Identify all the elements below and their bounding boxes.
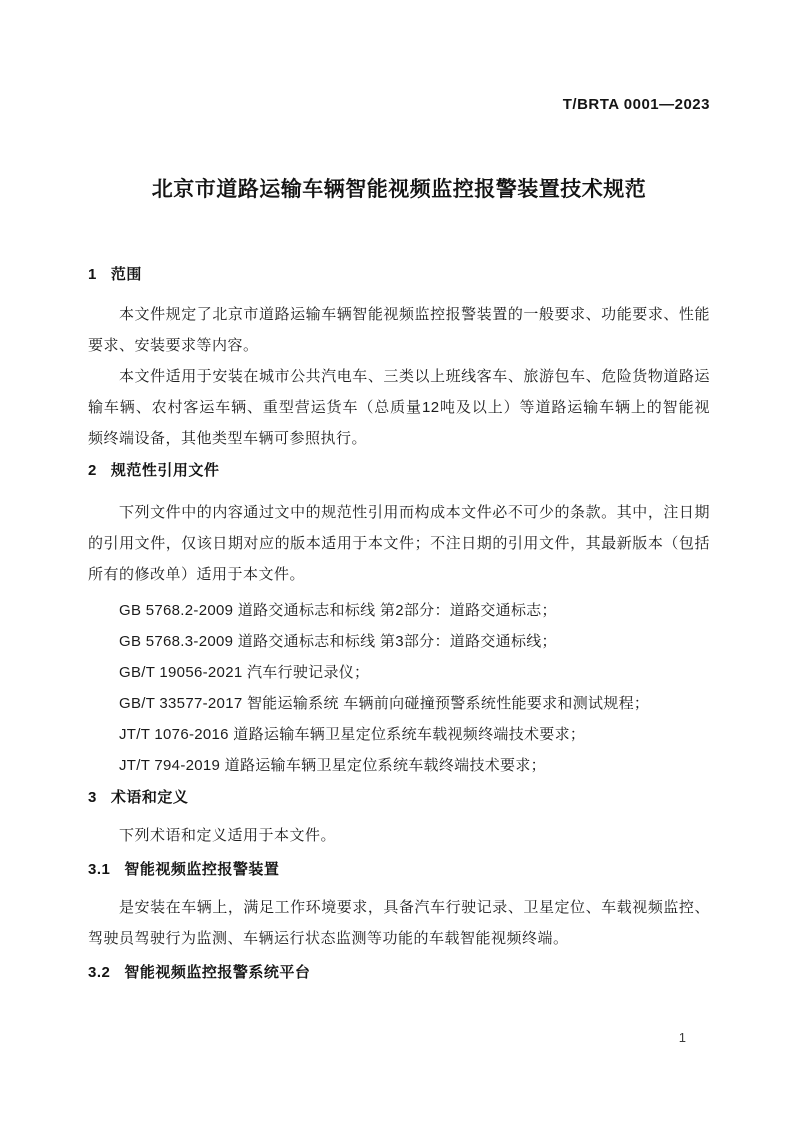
clause-3-intro-paragraph: 下列术语和定义适用于本文件。 <box>119 827 337 844</box>
clause-2-intro-paragraph: 下列文件中的内容通过文中的规范性引用而构成本文件必不可少的条款。其中，注日期的引用文件，仅该日期对应的版本适用于本文件；不注日期的引用文件，其最新版本（包括所有的修改单）适用于本文件。 <box>88 504 710 583</box>
clause-1-number: 1 <box>88 266 97 283</box>
reference-item: GB/T 19056-2021 汽车行驶记录仪； <box>119 664 370 681</box>
reference-item: GB 5768.2-2009 道路交通标志和标线 第2部分：道路交通标志； <box>119 602 557 619</box>
reference-item: GB/T 33577-2017 智能运输系统 车辆前向碰撞预警系统性能要求和测试规程； <box>119 695 650 712</box>
clause-1-paragraph-2: 本文件适用于安装在城市公共汽电车、三类以上班线客车、旅游包车、危险货物道路运输车辆、农村客运车辆、重型营运货车（总质量12吨及以上）等道路运输车辆上的智能视频终端设备，其他类型车辆可参照执行。 <box>88 368 710 447</box>
clause-3-title: 术语和定义 <box>110 789 189 806</box>
clause-1-title: 范围 <box>110 266 142 283</box>
reference-item: GB 5768.3-2009 道路交通标志和标线 第3部分：道路交通标线； <box>119 633 557 650</box>
term-3-1-definition: 是安装在车辆上，满足工作环境要求，具备汽车行驶记录、卫星定位、车载视频监控、驾驶员驾驶行为监测、车辆运行状态监测等功能的车载智能视频终端。 <box>88 899 710 947</box>
clause-2-heading <box>88 461 710 481</box>
term-3-2-title: 智能视频监控报警系统平台 <box>124 964 311 981</box>
reference-item: JT/T 1076-2016 道路运输车辆卫星定位系统车载视频终端技术要求； <box>119 726 586 743</box>
clause-1-heading <box>88 265 710 285</box>
clause-2-number: 2 <box>88 462 97 479</box>
clause-2-title: 规范性引用文件 <box>110 462 220 479</box>
term-3-1-heading <box>88 860 710 880</box>
clause-1-paragraph-1: 本文件规定了北京市道路运输车辆智能视频监控报警装置的一般要求、功能要求、性能要求、安装要求等内容。 <box>88 306 710 354</box>
term-3-2-heading <box>88 963 710 983</box>
clause-3-heading <box>88 788 710 808</box>
normative-references-list <box>88 595 710 781</box>
reference-item: JT/T 794-2019 道路运输车辆卫星定位系统车载终端技术要求； <box>119 757 546 774</box>
standard-code-header: T/BRTA 0001—2023 <box>562 96 710 113</box>
term-3-2-number: 3.2 <box>88 964 111 981</box>
page-number: 1 <box>678 1030 686 1045</box>
document-title: 北京市道路运输车辆智能视频监控报警装置技术规范 <box>151 178 647 201</box>
term-3-1-title: 智能视频监控报警装置 <box>124 861 280 878</box>
clause-3-number: 3 <box>88 789 97 806</box>
term-3-1-number: 3.1 <box>88 861 111 878</box>
